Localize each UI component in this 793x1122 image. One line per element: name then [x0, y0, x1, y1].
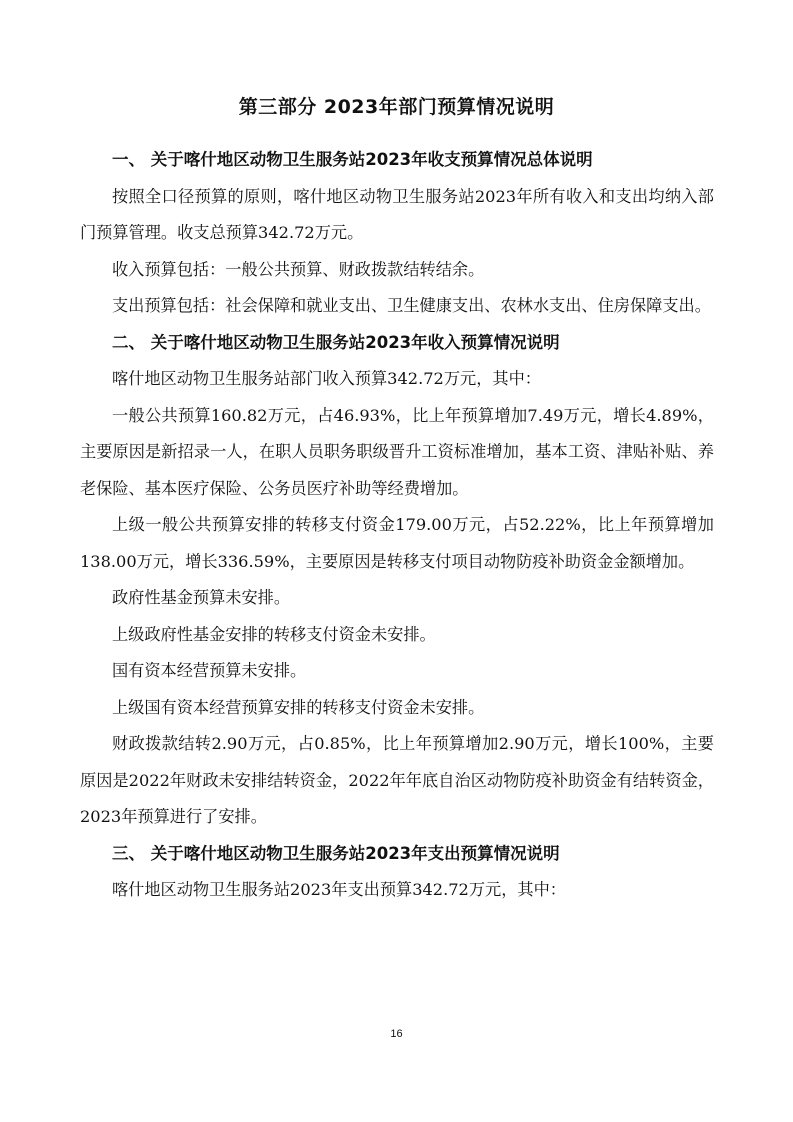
section-heading-2: 二、 关于喀什地区动物卫生服务站2023年收入预算情况说明	[112, 332, 560, 352]
page-title: 第三部分 2023年部门预算情况说明	[238, 96, 555, 118]
paragraph: 一般公共预算160.82万元，占46.93%，比上年预算增加7.49万元，增长4.89%，主要原因是新招录一人，在职人员职务职级晋升工资标准增加，基本工资、津贴补贴、养老保险、基本医疗保险、公务员医疗补助等经费增加。	[80, 405, 714, 498]
paragraph: 上级国有资本经营预算安排的转移支付资金未安排。	[112, 697, 485, 717]
paragraph: 财政拨款结转2.90万元，占0.85%，比上年预算增加2.90万元，增长100%，主要原因是2022年财政未安排结转资金，2022年年底自治区动物防疫补助资金有结转资金，2023年预算进行了安排。	[80, 734, 714, 826]
paragraph: 按照全口径预算的原则，喀什地区动物卫生服务站2023年所有收入和支出均纳入部门预算管理。收支总预算342.72万元。	[80, 186, 714, 242]
page-number: 16	[390, 1028, 403, 1040]
section-heading-1: 一、 关于喀什地区动物卫生服务站2023年收支预算情况总体说明	[112, 150, 593, 169]
paragraph: 上级政府性基金安排的转移支付资金未安排。	[112, 624, 436, 644]
document-body	[80, 142, 714, 909]
paragraph: 收入预算包括：一般公共预算、财政拨款结转结余。	[112, 259, 485, 279]
paragraph: 喀什地区动物卫生服务站2023年支出预算342.72万元，其中：	[112, 880, 566, 899]
paragraph: 上级一般公共预算安排的转移支付资金179.00万元，占52.22%，比上年预算增加138.00万元，增长336.59%，主要原因是转移支付项目动物防疫补助资金金额增加。	[80, 515, 714, 571]
section-heading-3: 三、 关于喀什地区动物卫生服务站2023年支出预算情况说明	[112, 843, 560, 863]
paragraph: 喀什地区动物卫生服务站部门收入预算342.72万元，其中：	[112, 369, 541, 388]
paragraph: 国有资本经营预算未安排。	[112, 661, 307, 680]
paragraph: 政府性基金预算未安排。	[112, 588, 291, 607]
paragraph: 支出预算包括：社会保障和就业支出、卫生健康支出、农林水支出、住房保障支出。	[112, 296, 711, 315]
